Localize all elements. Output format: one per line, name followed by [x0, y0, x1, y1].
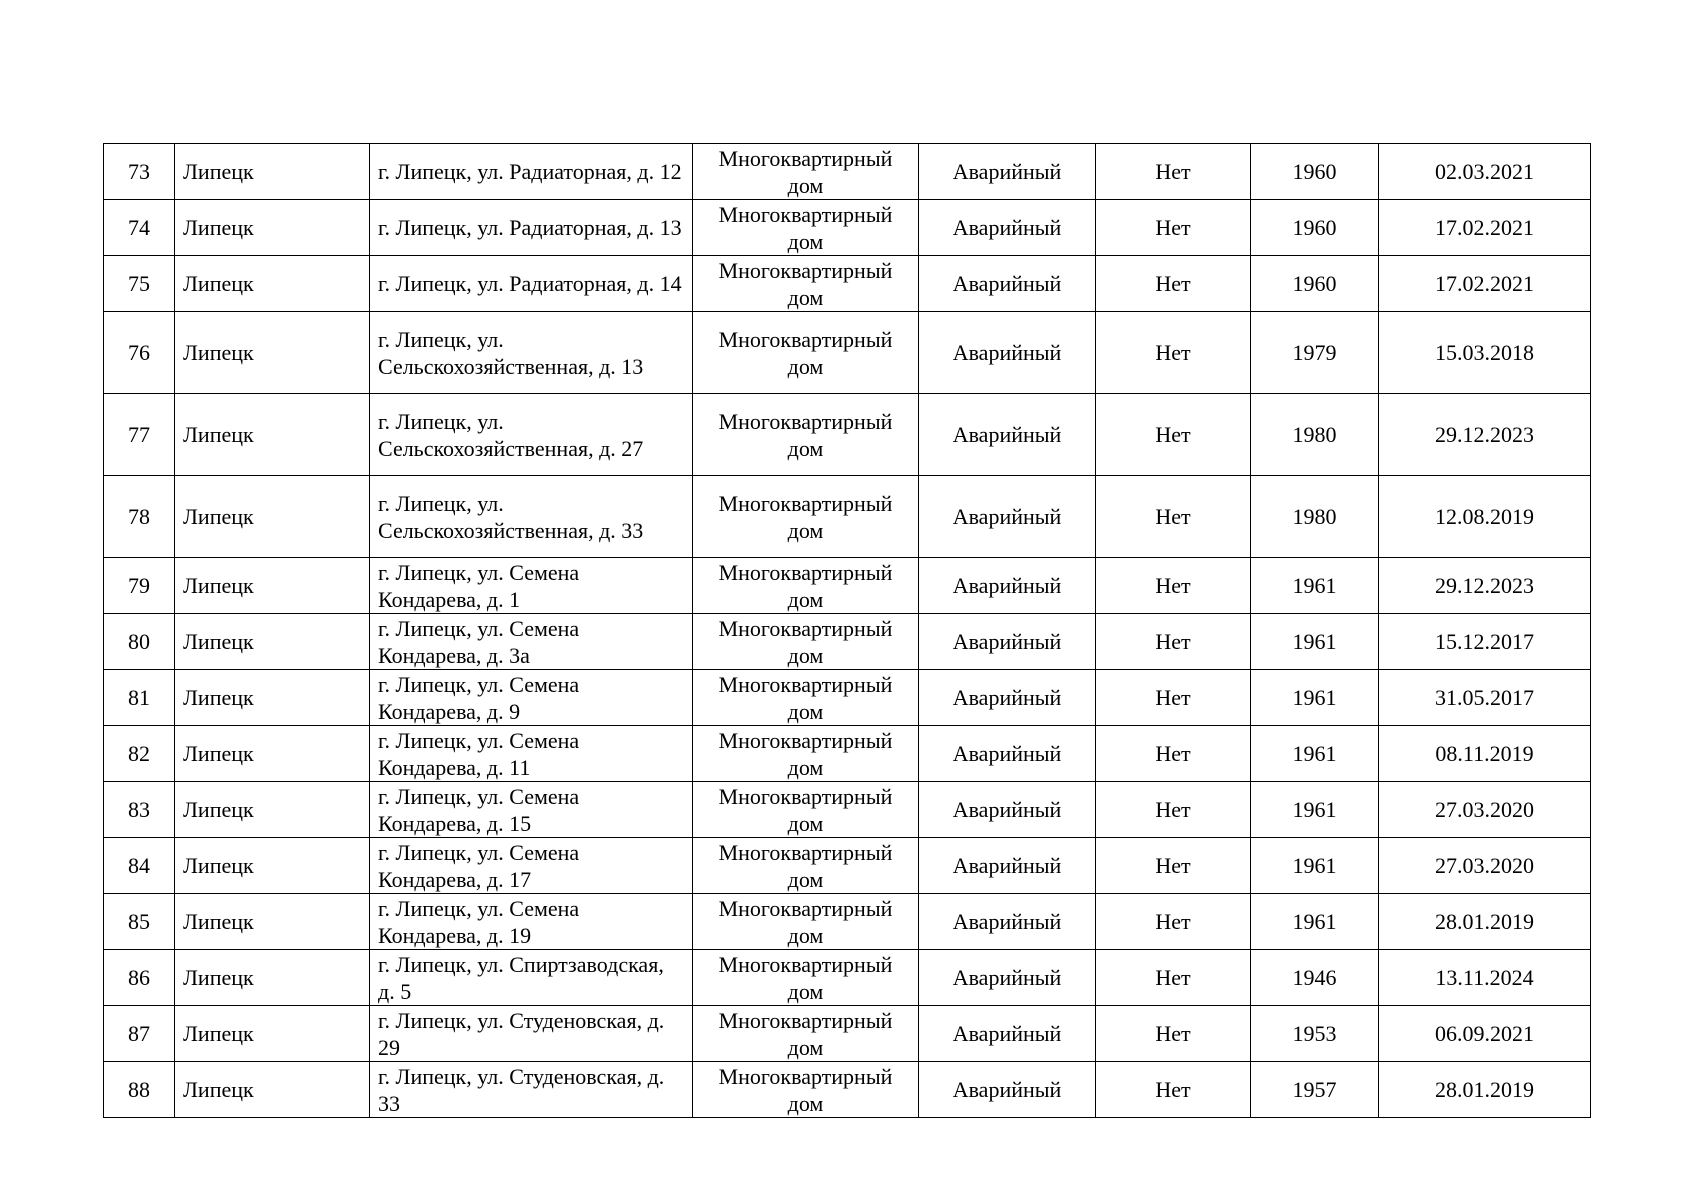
- settlement-cell: Липецк: [175, 894, 370, 950]
- condition-status-cell: Аварийный: [919, 670, 1096, 726]
- flag-cell: Нет: [1096, 256, 1251, 312]
- address-cell: г. Липецк, ул. Студеновская, д. 29: [370, 1006, 693, 1062]
- building-type-cell: Многоквартирный дом: [693, 200, 919, 256]
- address-cell: г. Липецк, ул. Радиаторная, д. 12: [370, 144, 693, 200]
- row-number: 82: [104, 726, 175, 782]
- flag-cell: Нет: [1096, 476, 1251, 558]
- table-row: [104, 312, 1591, 394]
- flag-cell: Нет: [1096, 894, 1251, 950]
- construction-year-cell: 1980: [1251, 476, 1379, 558]
- table-row: [104, 200, 1591, 256]
- building-type-cell: Многоквартирный дом: [693, 670, 919, 726]
- address-cell: г. Липецк, ул. Семена Кондарева, д. 9: [370, 670, 693, 726]
- table-row: [104, 782, 1591, 838]
- building-type-cell: Многоквартирный дом: [693, 476, 919, 558]
- condition-status-cell: Аварийный: [919, 838, 1096, 894]
- building-type-cell: Многоквартирный дом: [693, 950, 919, 1006]
- settlement-cell: Липецк: [175, 476, 370, 558]
- row-number: 80: [104, 614, 175, 670]
- table-row: [104, 894, 1591, 950]
- recognition-date-cell: 06.09.2021: [1379, 1006, 1591, 1062]
- row-number: 78: [104, 476, 175, 558]
- condition-status-cell: Аварийный: [919, 782, 1096, 838]
- construction-year-cell: 1961: [1251, 614, 1379, 670]
- building-type-cell: Многоквартирный дом: [693, 614, 919, 670]
- settlement-cell: Липецк: [175, 312, 370, 394]
- table-row: [104, 838, 1591, 894]
- construction-year-cell: 1961: [1251, 838, 1379, 894]
- recognition-date-cell: 28.01.2019: [1379, 894, 1591, 950]
- condition-status-cell: Аварийный: [919, 256, 1096, 312]
- address-cell: г. Липецк, ул. Сельскохозяйственная, д. 27: [370, 394, 693, 476]
- condition-status-cell: Аварийный: [919, 558, 1096, 614]
- table-body: [104, 144, 1591, 1118]
- row-number: 73: [104, 144, 175, 200]
- construction-year-cell: 1961: [1251, 782, 1379, 838]
- recognition-date-cell: 17.02.2021: [1379, 200, 1591, 256]
- table-row: [104, 950, 1591, 1006]
- table-row: [104, 726, 1591, 782]
- recognition-date-cell: 27.03.2020: [1379, 838, 1591, 894]
- settlement-cell: Липецк: [175, 1006, 370, 1062]
- row-number: 75: [104, 256, 175, 312]
- recognition-date-cell: 28.01.2019: [1379, 1062, 1591, 1118]
- table-row: [104, 394, 1591, 476]
- construction-year-cell: 1961: [1251, 558, 1379, 614]
- row-number: 86: [104, 950, 175, 1006]
- row-number: 84: [104, 838, 175, 894]
- table-row: [104, 256, 1591, 312]
- flag-cell: Нет: [1096, 726, 1251, 782]
- building-type-cell: Многоквартирный дом: [693, 144, 919, 200]
- address-cell: г. Липецк, ул. Семена Кондарева, д. 11: [370, 726, 693, 782]
- settlement-cell: Липецк: [175, 782, 370, 838]
- recognition-date-cell: 15.03.2018: [1379, 312, 1591, 394]
- settlement-cell: Липецк: [175, 144, 370, 200]
- housing-registry-table: [103, 143, 1591, 1118]
- address-cell: г. Липецк, ул. Радиаторная, д. 14: [370, 256, 693, 312]
- flag-cell: Нет: [1096, 1062, 1251, 1118]
- row-number: 85: [104, 894, 175, 950]
- recognition-date-cell: 15.12.2017: [1379, 614, 1591, 670]
- building-type-cell: Многоквартирный дом: [693, 394, 919, 476]
- construction-year-cell: 1960: [1251, 200, 1379, 256]
- condition-status-cell: Аварийный: [919, 950, 1096, 1006]
- condition-status-cell: Аварийный: [919, 312, 1096, 394]
- address-cell: г. Липецк, ул. Семена Кондарева, д. 1: [370, 558, 693, 614]
- recognition-date-cell: 02.03.2021: [1379, 144, 1591, 200]
- address-cell: г. Липецк, ул. Семена Кондарева, д. 3а: [370, 614, 693, 670]
- construction-year-cell: 1946: [1251, 950, 1379, 1006]
- address-cell: г. Липецк, ул. Семена Кондарева, д. 17: [370, 838, 693, 894]
- settlement-cell: Липецк: [175, 558, 370, 614]
- condition-status-cell: Аварийный: [919, 614, 1096, 670]
- table-row: [104, 558, 1591, 614]
- building-type-cell: Многоквартирный дом: [693, 782, 919, 838]
- settlement-cell: Липецк: [175, 726, 370, 782]
- table-row: [104, 1006, 1591, 1062]
- row-number: 81: [104, 670, 175, 726]
- condition-status-cell: Аварийный: [919, 476, 1096, 558]
- construction-year-cell: 1979: [1251, 312, 1379, 394]
- flag-cell: Нет: [1096, 558, 1251, 614]
- settlement-cell: Липецк: [175, 256, 370, 312]
- row-number: 79: [104, 558, 175, 614]
- recognition-date-cell: 17.02.2021: [1379, 256, 1591, 312]
- recognition-date-cell: 12.08.2019: [1379, 476, 1591, 558]
- row-number: 83: [104, 782, 175, 838]
- flag-cell: Нет: [1096, 950, 1251, 1006]
- flag-cell: Нет: [1096, 312, 1251, 394]
- building-type-cell: Многоквартирный дом: [693, 312, 919, 394]
- building-type-cell: Многоквартирный дом: [693, 256, 919, 312]
- construction-year-cell: 1961: [1251, 726, 1379, 782]
- building-type-cell: Многоквартирный дом: [693, 1006, 919, 1062]
- building-type-cell: Многоквартирный дом: [693, 894, 919, 950]
- condition-status-cell: Аварийный: [919, 144, 1096, 200]
- recognition-date-cell: 29.12.2023: [1379, 394, 1591, 476]
- table-row: [104, 614, 1591, 670]
- table-row: [104, 144, 1591, 200]
- settlement-cell: Липецк: [175, 200, 370, 256]
- flag-cell: Нет: [1096, 670, 1251, 726]
- flag-cell: Нет: [1096, 394, 1251, 476]
- condition-status-cell: Аварийный: [919, 726, 1096, 782]
- row-number: 88: [104, 1062, 175, 1118]
- construction-year-cell: 1953: [1251, 1006, 1379, 1062]
- flag-cell: Нет: [1096, 144, 1251, 200]
- construction-year-cell: 1980: [1251, 394, 1379, 476]
- address-cell: г. Липецк, ул. Спиртзаводская, д. 5: [370, 950, 693, 1006]
- table-row: [104, 670, 1591, 726]
- building-type-cell: Многоквартирный дом: [693, 558, 919, 614]
- condition-status-cell: Аварийный: [919, 1062, 1096, 1118]
- settlement-cell: Липецк: [175, 394, 370, 476]
- settlement-cell: Липецк: [175, 670, 370, 726]
- address-cell: г. Липецк, ул. Сельскохозяйственная, д. 33: [370, 476, 693, 558]
- flag-cell: Нет: [1096, 614, 1251, 670]
- condition-status-cell: Аварийный: [919, 894, 1096, 950]
- table-row: [104, 1062, 1591, 1118]
- settlement-cell: Липецк: [175, 1062, 370, 1118]
- condition-status-cell: Аварийный: [919, 200, 1096, 256]
- recognition-date-cell: 29.12.2023: [1379, 558, 1591, 614]
- construction-year-cell: 1960: [1251, 144, 1379, 200]
- condition-status-cell: Аварийный: [919, 1006, 1096, 1062]
- building-type-cell: Многоквартирный дом: [693, 1062, 919, 1118]
- building-type-cell: Многоквартирный дом: [693, 726, 919, 782]
- construction-year-cell: 1961: [1251, 894, 1379, 950]
- recognition-date-cell: 13.11.2024: [1379, 950, 1591, 1006]
- address-cell: г. Липецк, ул. Радиаторная, д. 13: [370, 200, 693, 256]
- row-number: 77: [104, 394, 175, 476]
- flag-cell: Нет: [1096, 838, 1251, 894]
- row-number: 87: [104, 1006, 175, 1062]
- settlement-cell: Липецк: [175, 950, 370, 1006]
- condition-status-cell: Аварийный: [919, 394, 1096, 476]
- recognition-date-cell: 27.03.2020: [1379, 782, 1591, 838]
- address-cell: г. Липецк, ул. Семена Кондарева, д. 15: [370, 782, 693, 838]
- address-cell: г. Липецк, ул. Студеновская, д. 33: [370, 1062, 693, 1118]
- row-number: 74: [104, 200, 175, 256]
- flag-cell: Нет: [1096, 200, 1251, 256]
- address-cell: г. Липецк, ул. Семена Кондарева, д. 19: [370, 894, 693, 950]
- address-cell: г. Липецк, ул. Сельскохозяйственная, д. 13: [370, 312, 693, 394]
- settlement-cell: Липецк: [175, 614, 370, 670]
- flag-cell: Нет: [1096, 782, 1251, 838]
- building-type-cell: Многоквартирный дом: [693, 838, 919, 894]
- row-number: 76: [104, 312, 175, 394]
- table-row: [104, 476, 1591, 558]
- recognition-date-cell: 08.11.2019: [1379, 726, 1591, 782]
- flag-cell: Нет: [1096, 1006, 1251, 1062]
- construction-year-cell: 1957: [1251, 1062, 1379, 1118]
- recognition-date-cell: 31.05.2017: [1379, 670, 1591, 726]
- construction-year-cell: 1960: [1251, 256, 1379, 312]
- settlement-cell: Липецк: [175, 838, 370, 894]
- construction-year-cell: 1961: [1251, 670, 1379, 726]
